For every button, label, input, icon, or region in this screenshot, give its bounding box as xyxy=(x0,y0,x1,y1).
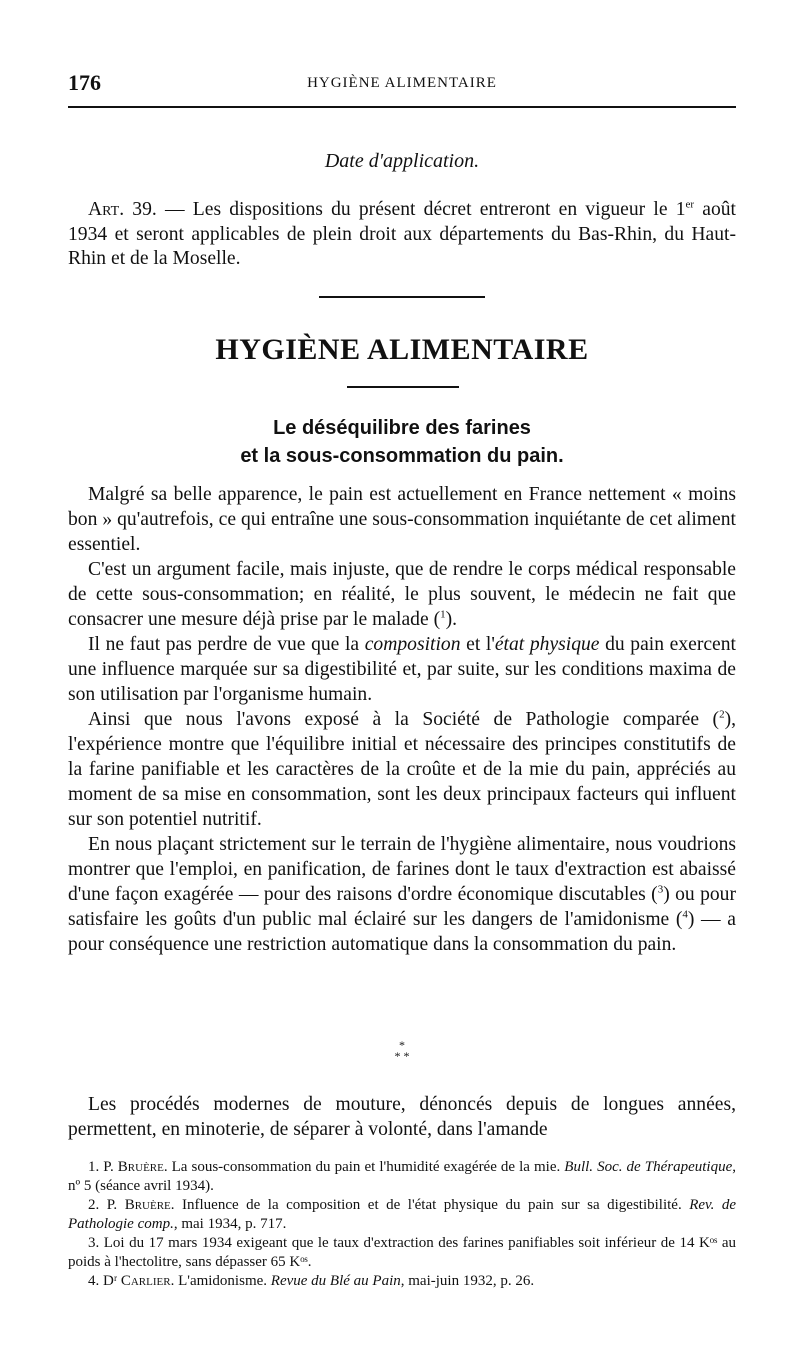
paragraph-1: Malgré sa belle apparence, le pain est actuellement en France nettement « moins bon » qu'autrefois, ce qui entraîne une sous-consommation inquiétante de cet aliment essentiel. xyxy=(68,484,736,555)
asterism: * * * xyxy=(394,1038,410,1063)
article-body xyxy=(68,482,736,957)
section-title: HYGIÈNE ALIMENTAIRE xyxy=(215,333,589,366)
footnote-2: 2. P. Bruère. Influence de la composition et de l'état physique du pain sur sa digestibilité. Rev. de Pathologie comp., mai 1934, p. 717. xyxy=(68,1197,736,1232)
paragraph-2: C'est un argument facile, mais injuste, que de rendre le corps médical responsable de cette sous-consommation; en réalité, le plus souvent, le médecin ne fait que consacrer une mesure déjà prise par le malade ($^1$). xyxy=(68,559,736,630)
header-rule xyxy=(68,106,736,108)
subhead-date-application: Date d'application. xyxy=(324,150,480,172)
article-continued xyxy=(68,1092,736,1142)
art-label: Art xyxy=(88,199,120,220)
page-number: 176 xyxy=(68,70,101,95)
paragraph-5: En nous plaçant strictement sur le terrain de l'hygiène alimentaire, nous voudrions montrer que l'emploi, en panification, de farines dont le taux d'extraction est abaissé d'une façon exagérée — pour des raisons d'ordre économique discutables ($^3$) ou pour satisfaire les goûts d'un public mal éclairé sur les dangers de l'amidonisme ($^4$) — a pour conséquence une restriction automatique dans la consommation du pain. xyxy=(68,834,736,955)
paragraph-6: Les procédés modernes de mouture, dénoncés depuis de longues années, permettent, en minoterie, de séparer à volonté, dans l'amande xyxy=(68,1094,736,1140)
footnotes xyxy=(68,1158,736,1291)
running-head xyxy=(68,70,736,98)
article-title-line1: Le déséquilibre des farines xyxy=(273,417,531,439)
paragraph-3: Il ne faut pas perdre de vue que la composition et l'état physique du pain exercent une influence marquée sur sa digestibilité et, par suite, sur les conditions maxima de son utilisation par l'organisme humain. xyxy=(68,634,736,705)
footnote-4: 4. Dʳ Carlier. L'amidonisme. Revue du Blé au Pain, mai-juin 1932, p. 26. xyxy=(88,1273,535,1289)
title-rule xyxy=(347,386,459,388)
section-divider xyxy=(319,296,485,298)
article-title-line2: et la sous-consommation du pain. xyxy=(240,445,564,467)
article-title xyxy=(68,414,736,470)
running-title: HYGIÈNE ALIMENTAIRE xyxy=(307,75,497,91)
footnote-1: 1. P. Bruère. La sous-consommation du pain et l'humidité exagérée de la mie. Bull. Soc. de Thérapeutique, nº 5 (séance avril 1934). xyxy=(68,1159,736,1194)
article-39: Art. 39. — Les dispositions du présent décret entreront en vigueur le 1er août 1934 et seront applicables de plein droit aux départements du Bas-Rhin, du Haut-Rhin et de la Moselle. xyxy=(68,198,736,270)
paragraph-4: Ainsi que nous l'avons exposé à la Société de Pathologie comparée ($^2$), l'expérience montre que l'équilibre initial et nécessaire des principes constitutifs de la farine panifiable et les caractères de la croûte et de la mie du pain, appréciés au moment de sa mise en consommation, sont les deux principaux facteurs qui influent sur son potentiel nutritif. xyxy=(68,708,736,830)
footnote-3: 3. Loi du 17 mars 1934 exigeant que le taux d'extraction des farines panifiables soit inférieur de 14 Kᵒˢ au poids à l'hectolitre, sans dépasser 65 Kᵒˢ. xyxy=(68,1235,736,1270)
